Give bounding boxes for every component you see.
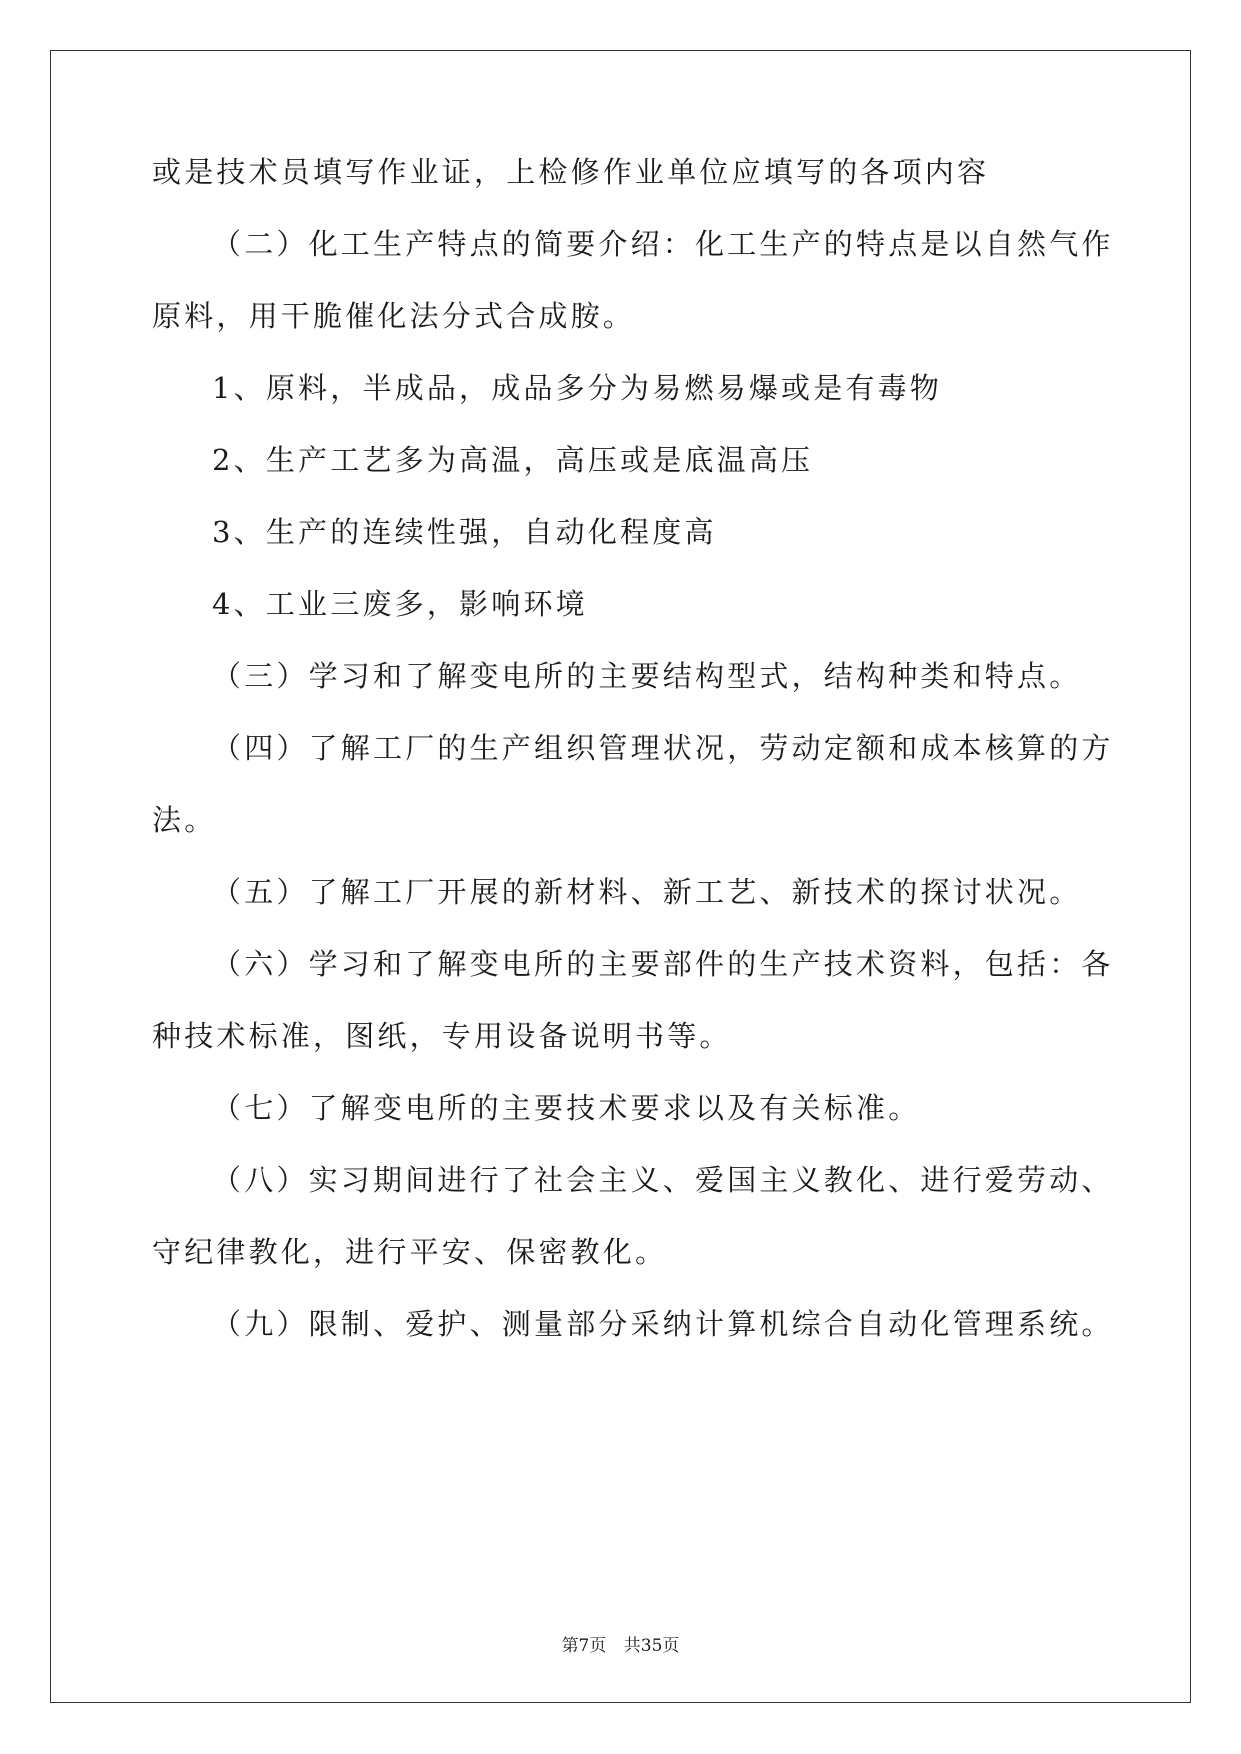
page-footer <box>0 1631 1241 1656</box>
text-line: 或是技术员填写作业证，上检修作业单位应填写的各项内容 <box>152 155 990 189</box>
text-line: 法。 <box>152 803 217 837</box>
paragraph-heading: （三）学习和了解变电所的主要结构型式，结构种类和特点。 <box>212 659 1082 693</box>
paragraph-heading: （五）了解工厂开展的新材料、新工艺、新技术的探讨状况。 <box>212 875 1082 909</box>
text-line: 种技术标准，图纸，专用设备说明书等。 <box>152 1019 732 1053</box>
page-number: 第7页 <box>561 1636 607 1656</box>
paragraph-heading: （六）学习和了解变电所的主要部件的生产技术资料，包括：各 <box>212 947 1114 981</box>
page-total: 共35页 <box>623 1636 680 1656</box>
paragraph-heading: （七）了解变电所的主要技术要求以及有关标准。 <box>212 1091 921 1125</box>
list-item: 2、生产工艺多为高温，高压或是底温高压 <box>212 443 814 477</box>
text-line: 原料，用干脆催化法分式合成胺。 <box>152 299 636 333</box>
paragraph-heading: （二）化工生产特点的简要介绍：化工生产的特点是以自然气作 <box>212 227 1114 261</box>
text-line: 守纪律教化，进行平安、保密教化。 <box>152 1235 668 1269</box>
list-item: 1、原料，半成品，成品多分为易燃易爆或是有毒物 <box>212 371 943 405</box>
list-item: 4、工业三废多，影响环境 <box>212 587 588 621</box>
paragraph-heading: （九）限制、爱护、测量部分采纳计算机综合自动化管理系统。 <box>212 1307 1114 1341</box>
paragraph-heading: （四）了解工厂的生产组织管理状况，劳动定额和成本核算的方 <box>212 731 1114 765</box>
list-item: 3、生产的连续性强，自动化程度高 <box>212 515 717 549</box>
paragraph-heading: （八）实习期间进行了社会主义、爱国主义教化、进行爱劳动、 <box>212 1163 1114 1197</box>
